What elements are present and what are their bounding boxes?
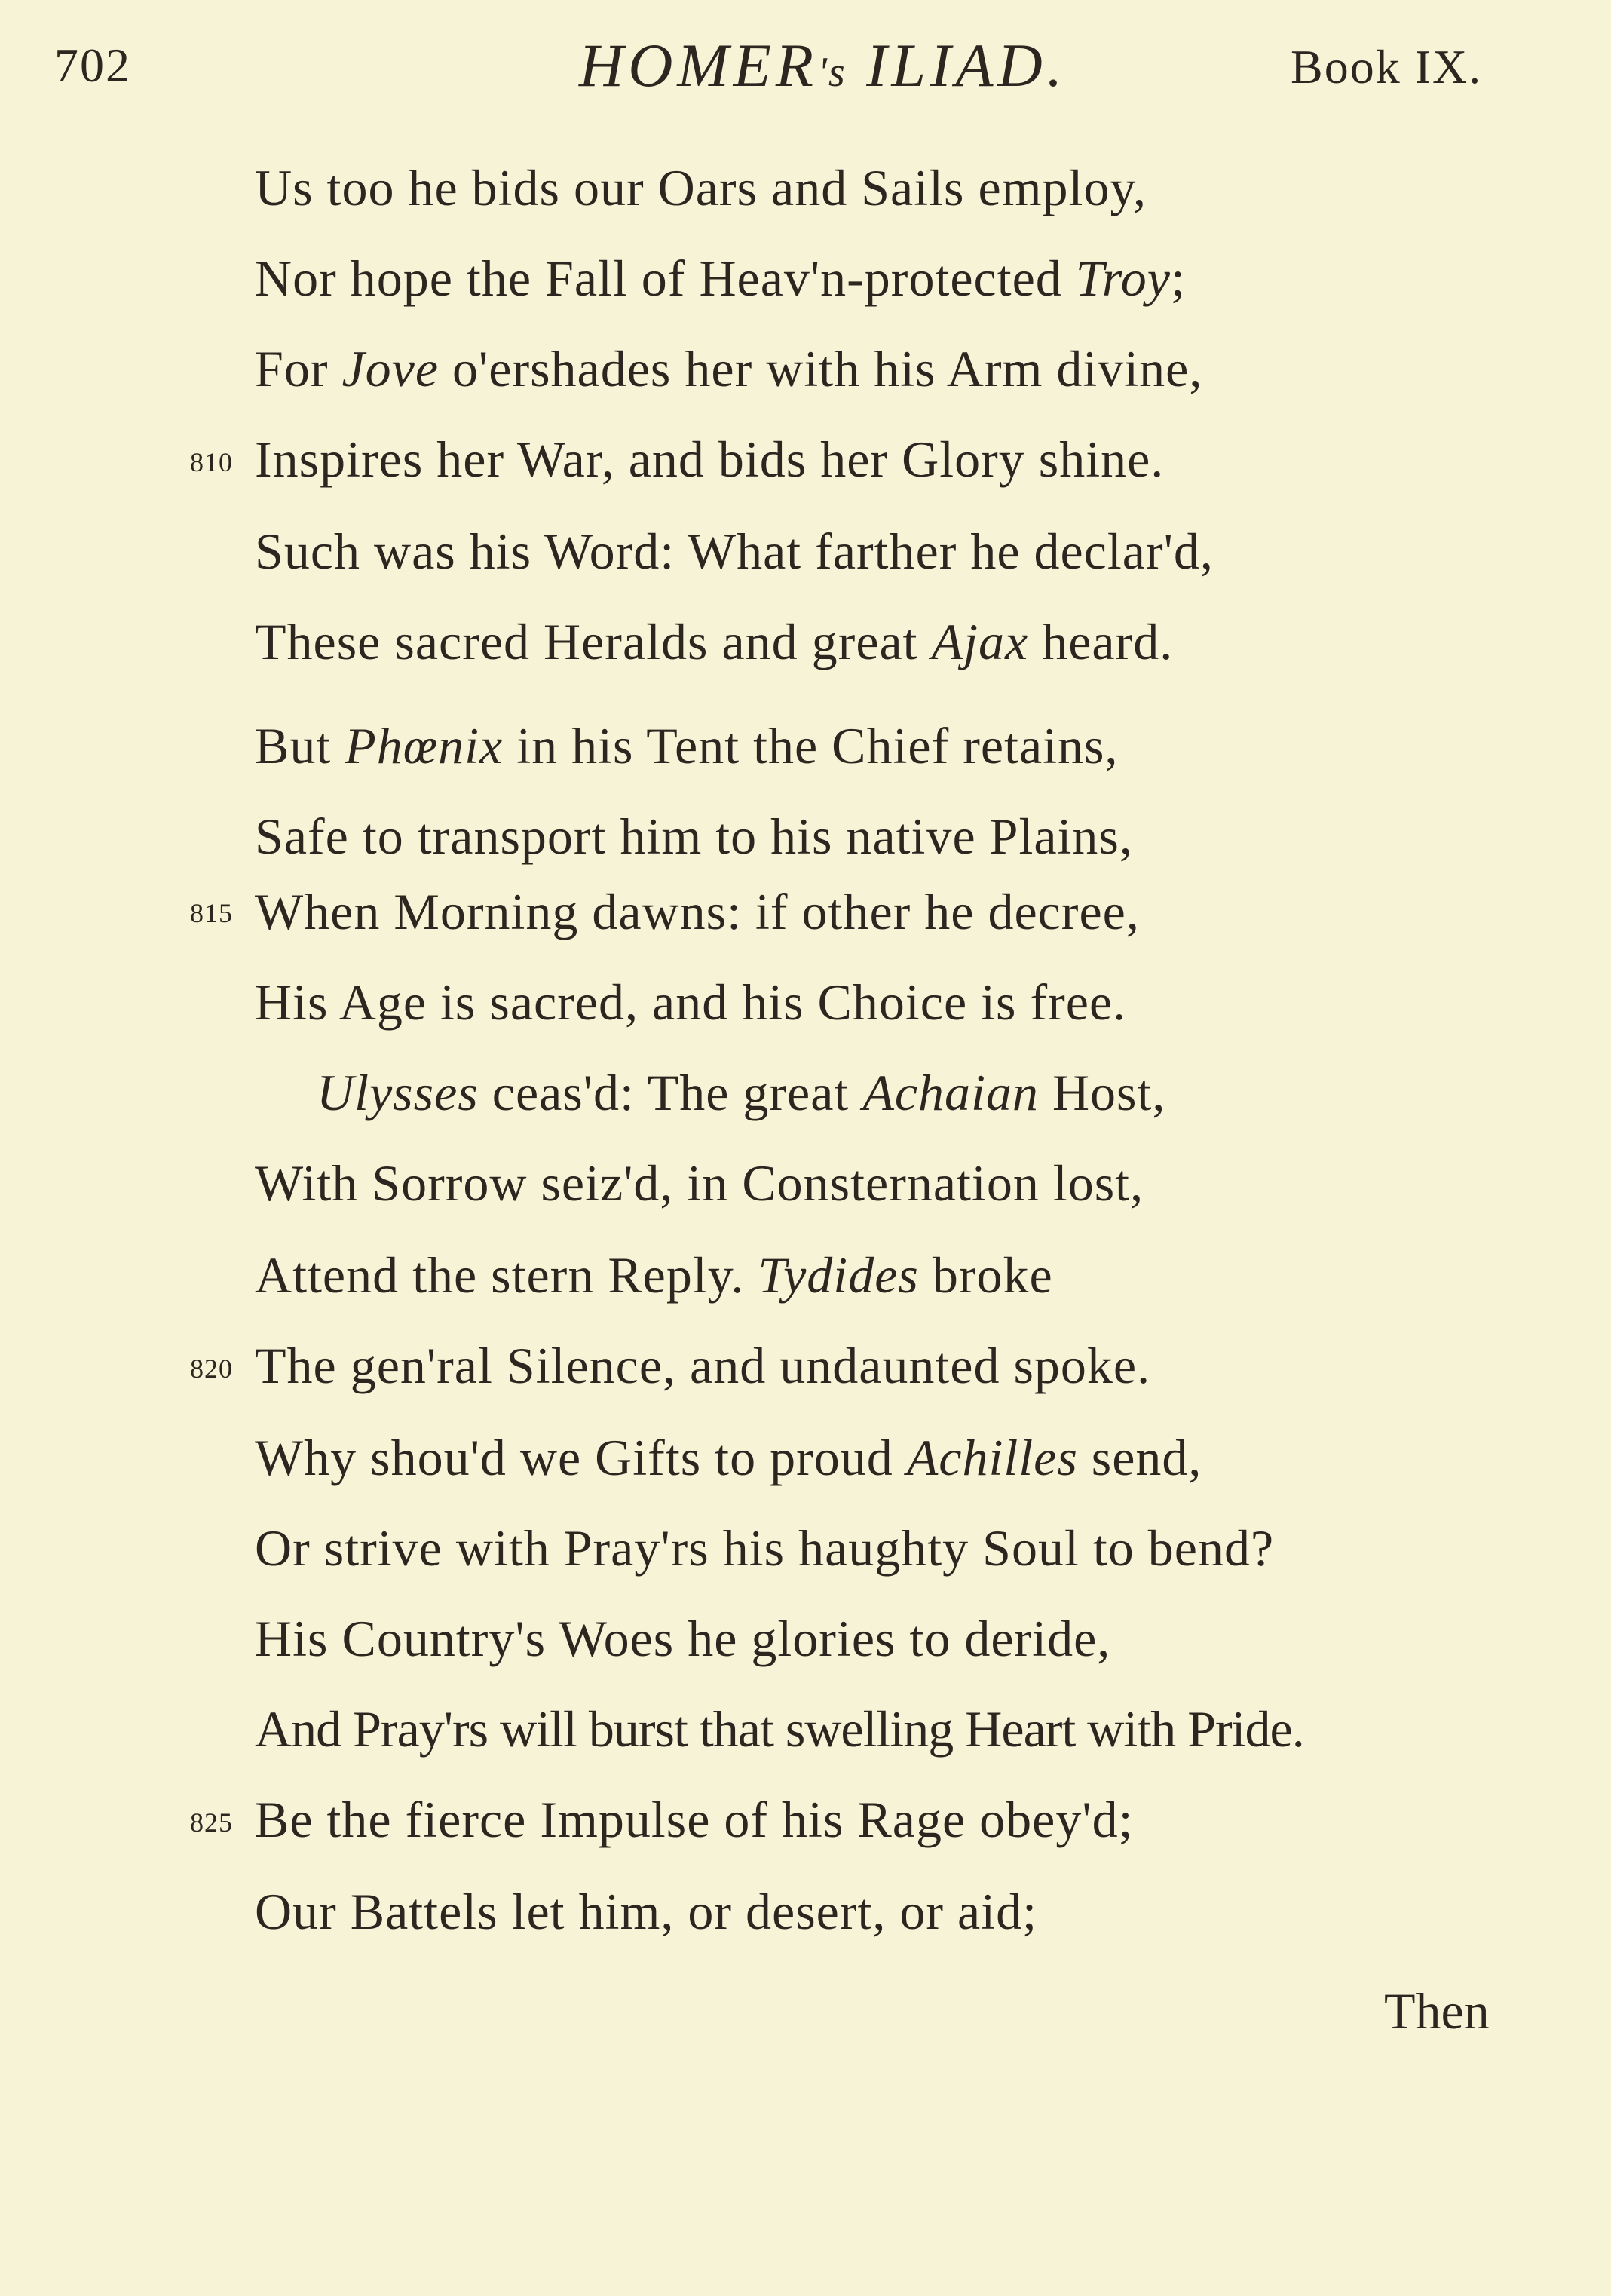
running-title-second: ILIAD.: [846, 31, 1067, 100]
verse-text: When Morning dawns: if other he decree,: [255, 883, 1140, 940]
verse-line: [255, 1882, 1037, 1942]
verse-line: [255, 522, 1214, 581]
line-number: 810: [190, 447, 233, 477]
verse-italic-name: Tydides: [758, 1246, 919, 1304]
verse-text: ceas'd: The great: [478, 1064, 863, 1121]
verse-line: [255, 249, 1186, 308]
verse-text: But: [255, 717, 345, 774]
line-number: 815: [190, 898, 233, 928]
verse-text: Host,: [1038, 1064, 1166, 1121]
running-title-main: HOMER: [579, 31, 818, 100]
running-title: [579, 30, 1067, 101]
verse-text: With Sorrow seiz'd, in Consternation lost,: [255, 1154, 1144, 1212]
verse-text: Safe to transport him to his native Plains,: [255, 808, 1133, 865]
verse-line: [255, 973, 1126, 1032]
verse-italic-name: Jove: [341, 340, 440, 397]
verse-italic-name: Ajax: [931, 613, 1029, 670]
line-number: 825: [190, 1807, 233, 1838]
catchword: Then: [1384, 1982, 1490, 2040]
verse-line: [255, 430, 1164, 489]
verse-text: Or strive with Pray'rs his haughty Soul to bend?: [255, 1519, 1275, 1577]
book-label-prefix: Book: [1291, 40, 1401, 93]
verse-line: [255, 882, 1140, 942]
verse-text: The gen'ral Silence, and undaunted spoke.: [255, 1337, 1151, 1394]
running-title-possessive: 's: [817, 49, 847, 96]
verse-line: [255, 1154, 1144, 1213]
verse-line: [255, 1246, 1053, 1305]
verse-text: Attend the stern Reply.: [255, 1246, 758, 1304]
verse-line: [255, 1790, 1133, 1850]
verse-text: Such was his Word: What farther he declar'd,: [255, 523, 1214, 580]
verse-italic-name: Achaian: [862, 1064, 1039, 1121]
verse-text: These sacred Heralds and great: [255, 613, 932, 670]
verse-text: heard.: [1028, 613, 1174, 670]
book-label-number: IX.: [1401, 40, 1483, 93]
verse-line: [255, 158, 1147, 218]
verse-text: in his Tent the Chief retains,: [503, 717, 1119, 774]
verse-text: send,: [1077, 1429, 1202, 1486]
line-number: 820: [190, 1353, 233, 1384]
page-number: 702: [54, 38, 131, 92]
verse-italic-name: Ulysses: [317, 1064, 479, 1121]
verse-line: [255, 807, 1133, 866]
verse-italic-name: Phœnix: [345, 717, 504, 774]
verse-text: broke: [918, 1246, 1053, 1304]
verse-italic-name: Troy: [1075, 250, 1171, 307]
verse-text: Inspires her War, and bids her Glory shine.: [255, 431, 1165, 488]
verse-line: [255, 1519, 1274, 1578]
verse-line: [255, 1336, 1150, 1396]
verse-line: [255, 612, 1173, 672]
verse-text: Our Battels let him, or desert, or aid;: [255, 1883, 1037, 1940]
verse-text: ;: [1170, 250, 1186, 307]
book-label: [1291, 39, 1482, 95]
verse-text: His Age is sacred, and his Choice is free.: [255, 973, 1127, 1031]
verse-text: And Pray'rs will burst that swelling Heart with Pride.: [255, 1700, 1304, 1758]
verse-text: Why shou'd we Gifts to proud: [255, 1429, 907, 1486]
verse-text: o'ershades her with his Arm divine,: [439, 340, 1203, 397]
verse-text: Us too he bids our Oars and Sails employ,: [255, 159, 1147, 216]
verse-line: [255, 339, 1202, 399]
verse-line: [317, 1063, 1165, 1123]
verse-text: For: [255, 340, 342, 397]
verse-line: [255, 1700, 1304, 1759]
verse-line: [255, 1428, 1202, 1488]
verse-italic-name: Achilles: [906, 1429, 1078, 1486]
verse-text: Nor hope the Fall of Heav'n-protected: [255, 250, 1076, 307]
verse-line: [255, 1609, 1110, 1669]
verse-line: [255, 716, 1119, 776]
verse-text: His Country's Woes he glories to deride,: [255, 1610, 1111, 1667]
verse-text: Be the fierce Impulse of his Rage obey'd;: [255, 1791, 1134, 1848]
